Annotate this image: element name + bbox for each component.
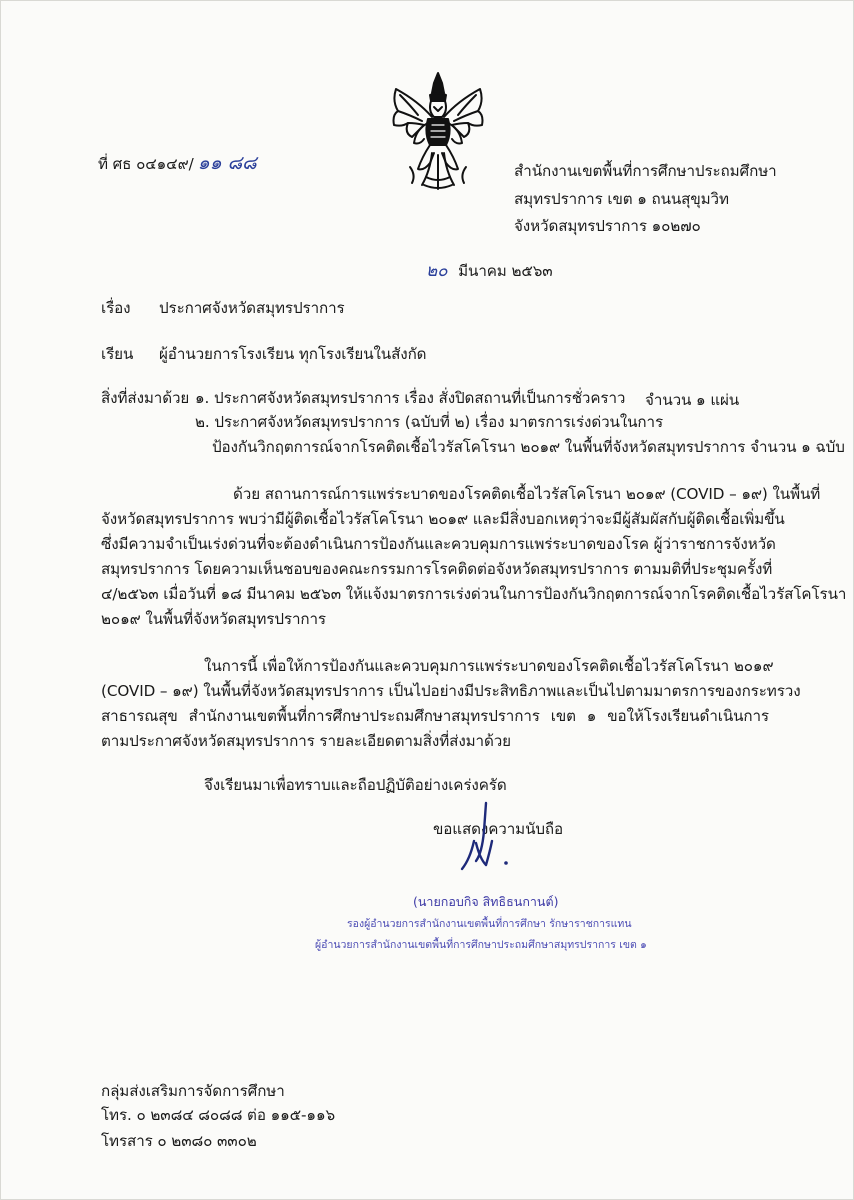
para2-line-4: ตามประกาศจังหวัดสมุทรปราการ รายละเอียดตามสิ่งที่ส่งมาด้วย bbox=[101, 732, 511, 750]
para2-line-1: ในการนี้ เพื่อให้การป้องกันและควบคุมการแพร่ระบาดของโรคติดเชื้อไวรัสโคโรนา ๒๐๑๙ bbox=[204, 657, 774, 675]
reference-number bbox=[98, 153, 257, 174]
telephone: โทร. ๐ ๒๓๘๔ ๘๐๘๘ ต่อ ๑๑๕-๑๑๖ bbox=[101, 1106, 336, 1124]
para1-line-6: ๒๐๑๙ ในพื้นที่จังหวัดสมุทรปราการ bbox=[101, 610, 326, 628]
enclosure-item-2-line-2: ป้องกันวิกฤตการณ์จากโรคติดเชื้อไวรัสโคโรนา ๒๐๑๙ ในพื้นที่จังหวัดสมุทรปราการ จำนวน ๑ ฉบับ bbox=[212, 438, 845, 456]
to-text: ผู้อำนวยการโรงเรียน ทุกโรงเรียนในสังกัด bbox=[159, 345, 427, 363]
closing-request: จึงเรียนมาเพื่อทราบและถือปฏิบัติอย่างเคร่งครัด bbox=[204, 776, 507, 794]
letter-date bbox=[426, 261, 553, 281]
para1-line-3: ซึ่งมีความจำเป็นเร่งด่วนที่จะต้องดำเนินการป้องกันและควบคุมการแพร่ระบาดของโรค ผู้ว่าราชการจังหวัด bbox=[101, 535, 776, 553]
para1-line-5: ๔/๒๕๖๓ เมื่อวันที่ ๑๘ มีนาคม ๒๕๖๓ ให้แจ้งมาตรการเร่งด่วนในการป้องกันวิกฤตการณ์จากโรคติดเชื้อไวรัสโคโรนา bbox=[101, 585, 847, 603]
fax: โทรสาร ๐ ๒๓๘๐ ๓๓๐๒ bbox=[101, 1132, 257, 1150]
office-address-line-2: สมุทรปราการ เขต ๑ ถนนสุขุมวิท bbox=[514, 190, 729, 208]
para1-line-4: สมุทรปราการ โดยความเห็นชอบของคณะกรรมการโรคติดต่อจังหวัดสมุทรปราการ ตามมติที่ประชุมครั้งที่ bbox=[101, 560, 773, 578]
enclosure-item-2-line-1: ๒. ประกาศจังหวัดสมุทรปราการ (ฉบับที่ ๒) เรื่อง มาตรการเร่งด่วนในการ bbox=[195, 413, 664, 431]
signer-position-1: รองผู้อำนวยการสำนักงานเขตพื้นที่การศึกษา รักษาราชการแทน bbox=[347, 918, 632, 930]
para1-line-2: จังหวัดสมุทรปราการ พบว่ามีผู้ติดเชื้อไวรัสโคโรนา ๒๐๑๙ และมีสิ่งบอกเหตุว่าจะมีผู้สัมผัสกับผู้ติดเชื้อเพิ่มขึ้น bbox=[101, 510, 785, 528]
subject-text: ประกาศจังหวัดสมุทรปราการ bbox=[159, 299, 345, 317]
enclosure-item-1: ๑. ประกาศจังหวัดสมุทรปราการ เรื่อง สั่งปิดสถานที่เป็นการชั่วคราว bbox=[195, 389, 626, 407]
ref-no-handwritten: ๑๑ ๘๘ bbox=[197, 152, 257, 174]
date-day-handwritten: ๒๐ bbox=[426, 261, 448, 281]
ref-no-printed: ที่ ศธ ๐๔๑๔๙/ bbox=[98, 155, 194, 173]
enclosure-item-1-qty: จำนวน ๑ แผ่น bbox=[645, 391, 740, 409]
signer-position-2: ผู้อำนวยการสำนักงานเขตพื้นที่การศึกษาประถมศึกษาสมุทรปราการ เขต ๑ bbox=[315, 939, 647, 951]
handwritten-signature-icon bbox=[456, 801, 516, 871]
subject-label: เรื่อง bbox=[101, 299, 131, 317]
closing-regards: ขอแสดงความนับถือ bbox=[433, 820, 564, 838]
date-month-year: มีนาคม ๒๕๖๓ bbox=[458, 262, 553, 280]
para2-line-2: (COVID – ๑๙) ในพื้นที่จังหวัดสมุทรปราการ เป็นไปอย่างมีประสิทธิภาพและเป็นไปตามมาตรการของกระทรวง bbox=[101, 682, 801, 700]
enclosure-label: สิ่งที่ส่งมาด้วย bbox=[101, 389, 190, 407]
signer-name: (นายกอบกิจ สิทธิธนกานต์) bbox=[413, 894, 559, 909]
department: กลุ่มส่งเสริมการจัดการศึกษา bbox=[101, 1082, 285, 1100]
office-address-line-1: สำนักงานเขตพื้นที่การศึกษาประถมศึกษา bbox=[514, 162, 777, 180]
to-label: เรียน bbox=[101, 345, 134, 363]
para2-line-3: สาธารณสุข สำนักงานเขตพื้นที่การศึกษาประถมศึกษาสมุทรปราการ เขต ๑ ขอให้โรงเรียนดำเนินการ bbox=[101, 707, 769, 725]
para1-line-1: ด้วย สถานการณ์การแพร่ระบาดของโรคติดเชื้อไวรัสโคโรนา ๒๐๑๙ (COVID – ๑๙) ในพื้นที่ bbox=[233, 485, 821, 503]
office-address-line-3: จังหวัดสมุทรปราการ ๑๐๒๗๐ bbox=[514, 217, 701, 235]
garuda-emblem-icon bbox=[388, 71, 488, 193]
